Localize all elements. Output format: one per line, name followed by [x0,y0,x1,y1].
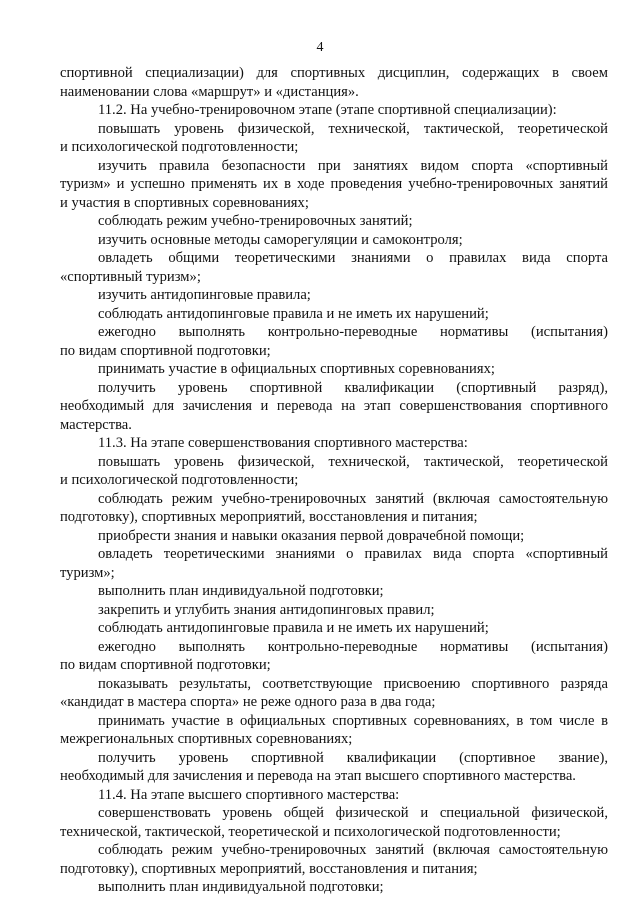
text-line: соблюдать режим учебно-тренировочных занятий; [98,213,413,229]
text-line: получить уровень спортивной квалификации (спортивное звание), [98,749,608,766]
text-line: овладеть теоретическими знаниями о правилах вида спорта «спортивный [98,546,608,562]
text-line: принимать участие в официальных спортивных соревнованиях; [98,361,495,377]
text-line: необходимый для зачисления и перевода на этап совершенствования спортивного [60,398,608,414]
text-line: необходимый для зачисления и перевода на этап высшего спортивного мастерства. [60,768,576,784]
text-line: повышать уровень физической, технической, тактической, теоретической [98,120,608,137]
text-line: изучить правила безопасности при занятиях видом спорта «спортивный [98,157,608,174]
text-line: мастерства. [60,416,132,433]
text-line: соблюдать антидопинговые правила и не иметь их нарушений; [98,305,489,322]
text-line: туризм» и успешно применять их в ходе проведения учебно-тренировочных занятий [60,176,608,192]
text-line: показывать результаты, соответствующие присвоению спортивного разряда [98,675,608,692]
text-line: по видам спортивной подготовки; [60,342,271,359]
text-line: получить уровень спортивной квалификации (спортивный разряд), [98,379,608,396]
text-line: выполнить план индивидуальной подготовки; [98,583,384,599]
text-line: 11.2. На учебно-тренировочном этапе (этапе спортивной специализации): [98,102,557,118]
text-line: и участия в спортивных соревнованиях; [60,194,309,211]
text-line: принимать участие в официальных спортивных соревнованиях, в том числе в [98,712,608,729]
document-body [60,64,608,897]
text-line: межрегиональных спортивных соревнованиях; [60,731,353,747]
text-line: подготовку), спортивных мероприятий, восстановления и питания; [60,509,478,525]
text-line: изучить антидопинговые правила; [98,287,311,303]
text-line: 11.4. На этапе высшего спортивного мастерства: [98,786,400,803]
text-line: соблюдать антидопинговые правила и не иметь их нарушений; [98,620,489,636]
text-line: 11.3. На этапе совершенствования спортивного мастерства: [98,435,468,451]
page-number: 4 [316,40,324,55]
text-line: соблюдать режим учебно-тренировочных занятий (включая самостоятельную [98,842,608,858]
text-line: изучить основные методы саморегуляции и самоконтроля; [98,231,463,248]
text-line: ежегодно выполнять контрольно-переводные нормативы (испытания) [98,324,608,340]
text-line: «спортивный туризм»; [60,268,201,285]
text-line: по видам спортивной подготовки; [60,657,271,673]
text-line: спортивной специализации) для спортивных дисциплин, содержащих в своем [60,65,608,81]
text-line: технической, тактической, теоретической и психологической подготовленности; [60,823,561,840]
text-line: и психологической подготовленности; [60,472,299,488]
text-line: повышать уровень физической, технической, тактической, теоретической [98,453,608,470]
text-line: подготовку), спортивных мероприятий, восстановления и питания; [60,860,478,877]
text-line: овладеть общими теоретическими знаниями о правилах вида спорта [98,250,608,266]
text-line: и психологической подготовленности; [60,139,299,155]
text-line: закрепить и углубить знания антидопинговых правил; [98,601,435,618]
text-line: соблюдать режим учебно-тренировочных занятий (включая самостоятельную [98,490,608,507]
text-line: туризм»; [60,564,115,581]
text-line: выполнить план индивидуальной подготовки; [98,879,384,895]
text-line: наименовании слова «маршрут» и «дистанция». [60,83,359,100]
text-line: приобрести знания и навыки оказания первой доврачебной помощи; [98,527,525,544]
text-line: ежегодно выполнять контрольно-переводные нормативы (испытания) [98,638,608,655]
text-line: «кандидат в мастера спорта» не реже одного раза в два года; [60,694,436,710]
text-line: совершенствовать уровень общей физической и специальной физической, [98,805,608,821]
